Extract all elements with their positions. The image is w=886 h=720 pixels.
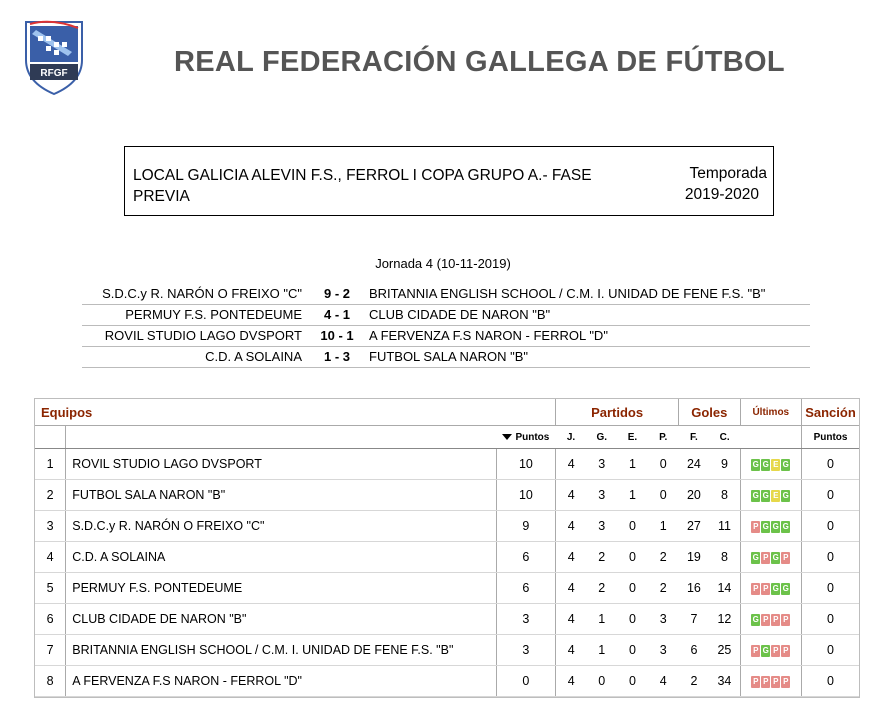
result-badge: P <box>773 614 779 624</box>
table-row[interactable] <box>35 480 859 511</box>
position: 2 <box>35 480 66 511</box>
table-row[interactable] <box>35 604 859 635</box>
stat-e: 0 <box>617 542 648 573</box>
stat-c: 34 <box>709 666 740 697</box>
col-p: P. <box>648 426 679 449</box>
stat-f: 7 <box>679 604 710 635</box>
away-team: FUTBOL SALA NARON "B" <box>369 349 529 364</box>
result-badge: G <box>762 645 769 655</box>
group-ultimos: Últimos <box>740 399 801 426</box>
last-results-badges <box>751 583 790 595</box>
last-results <box>740 604 801 635</box>
stat-g: 1 <box>586 604 617 635</box>
position: 5 <box>35 573 66 604</box>
sancion-points: 0 <box>802 542 859 573</box>
table-row[interactable] <box>35 635 859 666</box>
match-score: 4 - 1 <box>323 307 350 322</box>
col-g: G. <box>586 426 617 449</box>
result-badge: P <box>783 645 789 655</box>
stat-f: 6 <box>679 635 710 666</box>
season-value: 2019-2020 <box>684 186 759 203</box>
competition-box <box>124 146 774 216</box>
stat-g: 2 <box>586 573 617 604</box>
result-badge: P <box>763 614 769 624</box>
away-team: A FERVENZA F.S NARON - FERROL "D" <box>369 328 608 343</box>
sancion-points: 0 <box>802 449 859 480</box>
team-name: CLUB CIDADE DE NARON "B" <box>66 604 496 635</box>
last-results-badges <box>751 490 790 502</box>
stat-f: 2 <box>679 666 710 697</box>
result-badge: G <box>752 552 759 562</box>
sancion-points: 0 <box>802 604 859 635</box>
stat-g: 2 <box>586 542 617 573</box>
points: 3 <box>496 635 555 666</box>
stat-p: 2 <box>648 573 679 604</box>
last-results <box>740 542 801 573</box>
stat-p: 3 <box>648 604 679 635</box>
position: 6 <box>35 604 66 635</box>
stat-j: 4 <box>556 666 587 697</box>
group-sancion: Sanción <box>802 399 859 426</box>
team-name: FUTBOL SALA NARON "B" <box>66 480 496 511</box>
last-results-badges <box>751 645 790 657</box>
result-badge: G <box>772 583 779 593</box>
stat-e: 0 <box>617 604 648 635</box>
stat-c: 8 <box>709 480 740 511</box>
result-badge: G <box>782 521 789 531</box>
stat-g: 3 <box>586 480 617 511</box>
result-badge: G <box>782 583 789 593</box>
sancion-points: 0 <box>802 573 859 604</box>
stat-j: 4 <box>556 511 587 542</box>
col-e: E. <box>617 426 648 449</box>
sancion-points: 0 <box>802 480 859 511</box>
stat-p: 1 <box>648 511 679 542</box>
stat-e: 0 <box>617 666 648 697</box>
col-c: C. <box>709 426 740 449</box>
result-badge: P <box>763 552 769 562</box>
result-badge: G <box>762 459 769 469</box>
stat-c: 11 <box>709 511 740 542</box>
points: 10 <box>496 449 555 480</box>
group-equipos: Equipos <box>35 399 556 426</box>
stat-e: 0 <box>617 573 648 604</box>
team-name: BRITANNIA ENGLISH SCHOOL / C.M. I. UNIDAD DE FENE F.S. "B" <box>66 635 496 666</box>
stat-c: 8 <box>709 542 740 573</box>
result-badge: P <box>763 676 769 686</box>
stat-j: 4 <box>556 635 587 666</box>
result-badge: P <box>763 583 769 593</box>
last-results <box>740 511 801 542</box>
stat-p: 4 <box>648 666 679 697</box>
team-name: PERMUY F.S. PONTEDEUME <box>66 573 496 604</box>
sancion-points: 0 <box>802 511 859 542</box>
sort-desc-icon <box>502 434 512 440</box>
position: 1 <box>35 449 66 480</box>
stat-j: 4 <box>556 604 587 635</box>
standings-table <box>34 398 860 698</box>
stat-f: 19 <box>679 542 710 573</box>
stat-g: 1 <box>586 635 617 666</box>
result-badge: P <box>783 552 789 562</box>
col-sancion-puntos: Puntos <box>802 426 859 449</box>
result-badge: P <box>783 614 789 624</box>
last-results <box>740 573 801 604</box>
position: 8 <box>35 666 66 697</box>
result-badge: P <box>783 676 789 686</box>
table-row[interactable] <box>35 573 859 604</box>
stat-j: 4 <box>556 573 587 604</box>
group-partidos: Partidos <box>556 399 679 426</box>
last-results <box>740 666 801 697</box>
match-row[interactable] <box>82 284 810 305</box>
competition-name: LOCAL GALICIA ALEVIN F.S., FERROL I COPA GRUPO A.- FASE PREVIA <box>133 167 592 205</box>
stat-c: 12 <box>709 604 740 635</box>
last-results-badges <box>751 459 790 471</box>
result-badge: G <box>772 521 779 531</box>
table-row[interactable] <box>35 542 859 573</box>
stat-c: 14 <box>709 573 740 604</box>
stat-j: 4 <box>556 480 587 511</box>
match-score: 10 - 1 <box>320 328 354 343</box>
stat-f: 20 <box>679 480 710 511</box>
stat-c: 25 <box>709 635 740 666</box>
stat-g: 3 <box>586 511 617 542</box>
points: 3 <box>496 604 555 635</box>
result-badge: P <box>753 521 759 531</box>
result-badge: G <box>752 459 759 469</box>
stat-f: 16 <box>679 573 710 604</box>
result-badge: G <box>762 490 769 500</box>
home-team: ROVIL STUDIO LAGO DVSPORT <box>104 328 302 343</box>
points: 10 <box>496 480 555 511</box>
points: 6 <box>496 573 555 604</box>
col-j: J. <box>556 426 587 449</box>
home-team: C.D. A SOLAINA <box>205 349 302 364</box>
stat-p: 0 <box>648 449 679 480</box>
team-name: S.D.C.y R. NARÓN O FREIXO "C" <box>66 511 496 542</box>
stat-g: 0 <box>586 666 617 697</box>
result-badge: G <box>772 552 779 562</box>
stat-e: 1 <box>617 449 648 480</box>
stat-p: 3 <box>648 635 679 666</box>
result-badge: G <box>782 459 789 469</box>
match-results <box>82 284 810 368</box>
match-row[interactable] <box>82 326 810 347</box>
result-badge: P <box>773 676 779 686</box>
federation-title: REAL FEDERACIÓN GALLEGA DE FÚTBOL <box>174 46 785 78</box>
last-results-badges <box>751 552 790 564</box>
season-label: Temporada <box>689 165 767 182</box>
result-badge: P <box>753 676 759 686</box>
stat-e: 0 <box>617 511 648 542</box>
points: 0 <box>496 666 555 697</box>
result-badge: G <box>762 521 769 531</box>
team-name: A FERVENZA F.S NARON - FERROL "D" <box>66 666 496 697</box>
last-results-badges <box>751 614 790 626</box>
stat-j: 4 <box>556 449 587 480</box>
jornada-title: Jornada 4 (10-11-2019) <box>375 256 511 271</box>
result-badge: G <box>752 490 759 500</box>
col-puntos[interactable]: Puntos <box>496 426 555 449</box>
stat-p: 2 <box>648 542 679 573</box>
last-results-badges <box>751 676 790 688</box>
table-row[interactable] <box>35 511 859 542</box>
points: 9 <box>496 511 555 542</box>
stat-p: 0 <box>648 480 679 511</box>
match-row[interactable] <box>82 305 810 326</box>
last-results <box>740 635 801 666</box>
team-name: ROVIL STUDIO LAGO DVSPORT <box>66 449 496 480</box>
stat-f: 27 <box>679 511 710 542</box>
sancion-points: 0 <box>802 635 859 666</box>
position: 7 <box>35 635 66 666</box>
stat-j: 4 <box>556 542 587 573</box>
result-badge: P <box>753 645 759 655</box>
last-results <box>740 449 801 480</box>
result-badge: G <box>752 614 759 624</box>
stat-f: 24 <box>679 449 710 480</box>
rfgf-logo <box>22 16 86 96</box>
result-badge: E <box>773 459 779 469</box>
team-name: C.D. A SOLAINA <box>66 542 496 573</box>
col-f: F. <box>679 426 710 449</box>
away-team: CLUB CIDADE DE NARON "B" <box>369 307 551 322</box>
stat-c: 9 <box>709 449 740 480</box>
position: 4 <box>35 542 66 573</box>
last-results <box>740 480 801 511</box>
result-badge: E <box>773 490 779 500</box>
result-badge: P <box>773 645 779 655</box>
svg-text:RFGF: RFGF <box>40 68 68 79</box>
result-badge: G <box>782 490 789 500</box>
position: 3 <box>35 511 66 542</box>
table-row[interactable] <box>35 666 859 697</box>
table-row[interactable] <box>35 449 859 480</box>
points: 6 <box>496 542 555 573</box>
away-team: BRITANNIA ENGLISH SCHOOL / C.M. I. UNIDAD DE FENE F.S. "B" <box>369 286 766 301</box>
stat-g: 3 <box>586 449 617 480</box>
stat-e: 0 <box>617 635 648 666</box>
stat-e: 1 <box>617 480 648 511</box>
last-results-badges <box>751 521 790 533</box>
match-score: 9 - 2 <box>323 286 350 301</box>
home-team: PERMUY F.S. PONTEDEUME <box>125 307 302 322</box>
match-row[interactable] <box>82 347 810 368</box>
home-team: S.D.C.y R. NARÓN O FREIXO "C" <box>102 286 302 301</box>
match-score: 1 - 3 <box>323 349 350 364</box>
result-badge: P <box>753 583 759 593</box>
group-goles: Goles <box>679 399 740 426</box>
sancion-points: 0 <box>802 666 859 697</box>
